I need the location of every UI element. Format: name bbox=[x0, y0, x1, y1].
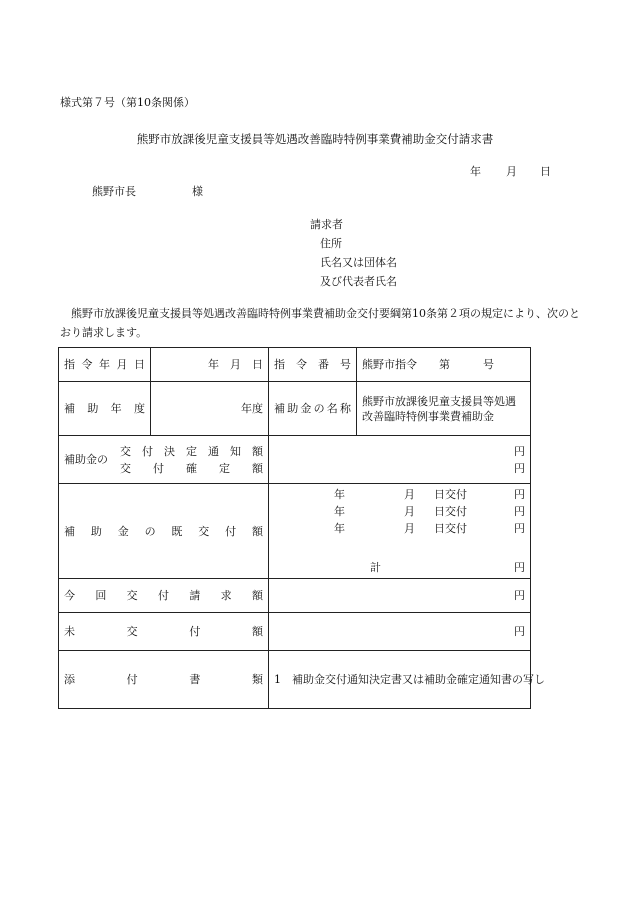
paid-entry bbox=[274, 503, 525, 520]
paid-year: 年 bbox=[334, 488, 345, 501]
unpaid-label: 未交付額 bbox=[59, 613, 269, 651]
body-text: 熊野市放課後児童支援員等処遇改善臨時特例事業費補助金交付要綱第10条第２項の規定により、次のとおり請求します。 bbox=[60, 307, 580, 339]
unpaid-value: 円 bbox=[269, 613, 531, 651]
paid-day: 日交付 bbox=[434, 488, 467, 501]
order-date-value: 年 月 日 bbox=[151, 348, 269, 382]
yen-unit: 円 bbox=[514, 461, 525, 475]
fiscal-year-label: 補助年度 bbox=[59, 382, 151, 436]
subsidy-amount-value bbox=[269, 436, 531, 484]
attachments-value: 1 補助金交付通知決定書又は補助金確定通知書の写し bbox=[269, 651, 531, 709]
addressee bbox=[92, 185, 203, 200]
addressee-honorific: 様 bbox=[192, 185, 203, 198]
confirmed-amount-label: 交付確定額 bbox=[120, 461, 263, 475]
yen-unit: 円 bbox=[514, 561, 525, 574]
paid-total bbox=[274, 559, 525, 576]
table-row bbox=[59, 484, 531, 579]
document-title: 熊野市放課後児童支援員等処遇改善臨時特例事業費補助金交付請求書 bbox=[136, 132, 494, 146]
date-day: 日 bbox=[540, 165, 551, 178]
order-date-label: 指令年月日 bbox=[59, 348, 151, 382]
paid-month: 月 bbox=[404, 505, 415, 518]
yen-unit: 円 bbox=[514, 488, 525, 501]
date-year: 年 bbox=[470, 165, 481, 178]
paid-month: 月 bbox=[404, 522, 415, 535]
subsidy-amount-label bbox=[59, 436, 269, 484]
decision-notice-label: 交付決定通知額 bbox=[120, 444, 263, 458]
yen-unit: 円 bbox=[514, 522, 525, 535]
order-number-value: 熊野市指令 第 号 bbox=[357, 348, 531, 382]
order-number-label: 指令番号 bbox=[269, 348, 357, 382]
table-row bbox=[59, 382, 531, 436]
paid-month: 月 bbox=[404, 488, 415, 501]
table-row bbox=[59, 348, 531, 382]
requester-block bbox=[310, 215, 397, 291]
yen-unit: 円 bbox=[514, 505, 525, 518]
form-number: 様式第７号（第10条関係） bbox=[60, 96, 195, 109]
paid-year: 年 bbox=[334, 522, 345, 535]
requester-address-label: 住所 bbox=[320, 237, 342, 250]
attachments-label: 添付書類 bbox=[59, 651, 269, 709]
current-request-value: 円 bbox=[269, 579, 531, 613]
date-month: 月 bbox=[506, 165, 517, 178]
date-line bbox=[470, 165, 551, 180]
current-request-label: 今回交付請求額 bbox=[59, 579, 269, 613]
requester-name-label: 氏名又は団体名 bbox=[320, 256, 397, 269]
table-row bbox=[59, 436, 531, 484]
table-row bbox=[59, 613, 531, 651]
requester-heading: 請求者 bbox=[310, 218, 343, 231]
subsidy-name-label: 補助金の名称 bbox=[269, 382, 357, 436]
request-table bbox=[58, 347, 545, 709]
already-paid-value bbox=[269, 484, 531, 579]
table-row bbox=[59, 579, 531, 613]
paid-day: 日交付 bbox=[434, 522, 467, 535]
paid-year: 年 bbox=[334, 505, 345, 518]
addressee-name: 熊野市長 bbox=[92, 185, 136, 198]
table-row bbox=[59, 651, 531, 709]
fiscal-year-value: 年度 bbox=[151, 382, 269, 436]
requester-rep-label: 及び代表者氏名 bbox=[320, 275, 397, 288]
paid-day: 日交付 bbox=[434, 505, 467, 518]
already-paid-label: 補助金の既交付額 bbox=[59, 484, 269, 579]
paid-total-label: 計 bbox=[370, 561, 381, 574]
paid-entry bbox=[274, 520, 525, 537]
yen-unit: 円 bbox=[514, 444, 525, 458]
subsidy-amount-prefix: 補助金の bbox=[64, 453, 108, 466]
paid-entry bbox=[274, 486, 525, 503]
subsidy-name-value: 熊野市放課後児童支援員等処遇改善臨時特例事業費補助金 bbox=[357, 382, 531, 436]
